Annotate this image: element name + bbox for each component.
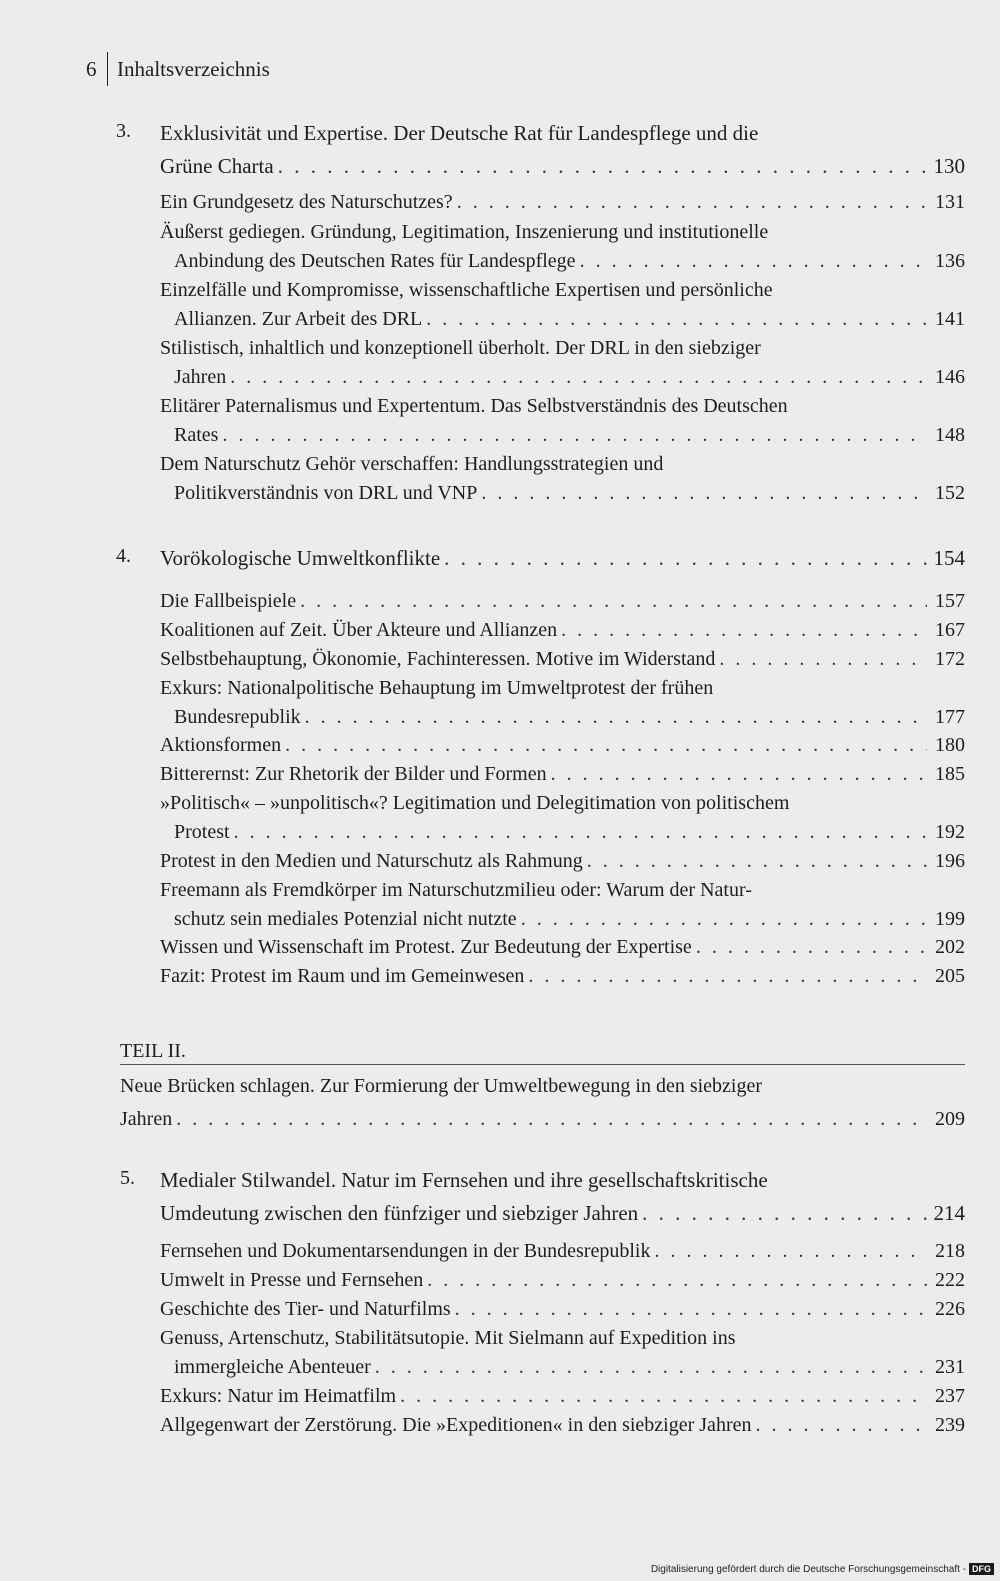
dfg-logo: DFG bbox=[969, 1563, 994, 1575]
section-title-line: Genuss, Artenschutz, Stabilitätsutopie. Mit Sielmann auf Expedition ins bbox=[160, 1327, 736, 1349]
dot-leader bbox=[521, 905, 927, 934]
section-title-line: Bitterernst: Zur Rhetorik der Bilder und Formen bbox=[160, 763, 547, 785]
header-divider bbox=[107, 52, 109, 86]
toc-section-entry[interactable] bbox=[160, 962, 965, 991]
dot-leader bbox=[285, 731, 927, 760]
chapter-title-line: Vorökologische Umweltkonflikte bbox=[160, 546, 441, 570]
chapter-heading[interactable] bbox=[160, 117, 965, 183]
dot-leader bbox=[305, 703, 927, 732]
dot-leader bbox=[427, 1266, 927, 1295]
section-title-line: Allgegenwart der Zerstörung. Die »Expeditionen« in den siebziger Jahren bbox=[160, 1414, 752, 1436]
dot-leader bbox=[654, 1237, 927, 1266]
dot-leader bbox=[587, 847, 927, 876]
running-title: Inhaltsverzeichnis bbox=[117, 56, 270, 81]
section-title-line: Wissen und Wissenschaft im Protest. Zur Bedeutung der Expertise bbox=[160, 936, 692, 958]
chapter-heading[interactable] bbox=[160, 1164, 965, 1230]
toc-section-entry[interactable] bbox=[160, 334, 965, 392]
page-ref: 205 bbox=[935, 965, 965, 987]
chapter-title-line: Exklusivität und Expertise. Der Deutsche Rat für Landespflege und die bbox=[160, 121, 759, 145]
page-ref: 214 bbox=[933, 1201, 965, 1225]
toc-section-entry[interactable] bbox=[160, 876, 965, 934]
page-ref: 222 bbox=[935, 1269, 965, 1291]
chapter-number: 3. bbox=[116, 120, 131, 142]
section-title-line: Allianzen. Zur Arbeit des DRL bbox=[174, 308, 423, 330]
section-title-line: Geschichte des Tier- und Naturfilms bbox=[160, 1298, 451, 1320]
digitization-footer bbox=[651, 1563, 994, 1575]
section-title-line: »Politisch« – »unpolitisch«? Legitimation und Delegitimation von politischem bbox=[160, 792, 790, 814]
section-title-line: Fernsehen und Dokumentarsendungen in der Bundesrepublik bbox=[160, 1240, 651, 1262]
chapter-heading[interactable] bbox=[160, 542, 965, 575]
toc-section-entry[interactable] bbox=[160, 674, 965, 732]
page-ref: 141 bbox=[935, 308, 965, 330]
dot-leader bbox=[444, 542, 927, 575]
section-title-line: Protest bbox=[174, 821, 230, 843]
page-ref: 152 bbox=[935, 482, 965, 504]
toc-section-entry[interactable] bbox=[160, 1237, 965, 1266]
toc-section-entry[interactable] bbox=[160, 276, 965, 334]
toc-section-entry[interactable] bbox=[160, 1382, 965, 1411]
section-title-line: Dem Naturschutz Gehör verschaffen: Handlungsstrategien und bbox=[160, 453, 664, 475]
page-ref: 209 bbox=[935, 1108, 965, 1130]
section-title-line: Stilistisch, inhaltlich und konzeptionell überholt. Der DRL in den siebziger bbox=[160, 337, 761, 359]
page-ref: 154 bbox=[933, 546, 965, 570]
page-ref: 157 bbox=[935, 590, 965, 612]
dot-leader bbox=[580, 247, 927, 276]
chapter-number: 5. bbox=[120, 1167, 135, 1189]
section-title-line: Bundesrepublik bbox=[174, 706, 301, 728]
toc-section-entry[interactable] bbox=[160, 789, 965, 847]
section-title-line: Koalitionen auf Zeit. Über Akteure und Allianzen bbox=[160, 619, 558, 641]
section-title-line: immergleiche Abenteuer bbox=[174, 1356, 371, 1378]
page-header bbox=[86, 52, 270, 86]
toc-section-entry[interactable] bbox=[160, 1411, 965, 1440]
page-ref: 172 bbox=[935, 648, 965, 670]
dot-leader bbox=[230, 363, 927, 392]
toc-section-entry[interactable] bbox=[160, 731, 965, 760]
section-title-line: Umwelt in Presse und Fernsehen bbox=[160, 1269, 424, 1291]
toc-section-entry[interactable] bbox=[160, 616, 965, 645]
dot-leader bbox=[642, 1197, 927, 1230]
section-title-line: Freemann als Fremdkörper im Naturschutzmilieu oder: Warum der Natur- bbox=[160, 879, 752, 901]
page-ref: 177 bbox=[935, 706, 965, 728]
section-title-line: Exkurs: Nationalpolitische Behauptung im Umweltprotest der frühen bbox=[160, 677, 714, 699]
dot-leader bbox=[696, 933, 927, 962]
part-title-line: Jahren bbox=[120, 1108, 173, 1130]
toc-section-entry[interactable] bbox=[160, 450, 965, 508]
page-ref: 130 bbox=[933, 154, 965, 178]
section-title-line: Anbindung des Deutschen Rates für Landespflege bbox=[174, 250, 576, 272]
toc-section-entry[interactable] bbox=[160, 1266, 965, 1295]
section-title-line: Jahren bbox=[174, 366, 227, 388]
dot-leader bbox=[300, 587, 927, 616]
dot-leader bbox=[400, 1382, 927, 1411]
dot-leader bbox=[755, 1411, 927, 1440]
dot-leader bbox=[222, 421, 927, 450]
page-ref: 202 bbox=[935, 936, 965, 958]
section-title-line: Fazit: Protest im Raum und im Gemeinwesen bbox=[160, 965, 525, 987]
toc-section-entry[interactable] bbox=[160, 218, 965, 276]
dot-leader bbox=[234, 818, 927, 847]
toc-section-entry[interactable] bbox=[160, 933, 965, 962]
section-title-line: schutz sein mediales Potenzial nicht nutzte bbox=[174, 908, 517, 930]
section-title-line: Exkurs: Natur im Heimatfilm bbox=[160, 1385, 397, 1407]
page-number: 6 bbox=[86, 56, 97, 81]
toc-section-entry[interactable] bbox=[160, 1324, 965, 1382]
toc-section-entry[interactable] bbox=[160, 587, 965, 616]
toc-section-entry[interactable] bbox=[160, 847, 965, 876]
section-title-line: Die Fallbeispiele bbox=[160, 590, 297, 612]
section-title-line: Einzelfälle und Kompromisse, wissenschaftliche Expertisen und persönliche bbox=[160, 279, 773, 301]
section-title-line: Selbstbehauptung, Ökonomie, Fachinteressen. Motive im Widerstand bbox=[160, 648, 716, 670]
section-title-line: Rates bbox=[174, 424, 219, 446]
toc-section-entry[interactable] bbox=[160, 392, 965, 450]
page-ref: 180 bbox=[935, 734, 965, 756]
page-ref: 237 bbox=[935, 1385, 965, 1407]
dot-leader bbox=[551, 760, 927, 789]
section-title-line: Äußerst gediegen. Gründung, Legitimation, Inszenierung und institutionelle bbox=[160, 221, 769, 243]
part-label: TEIL II. bbox=[120, 1040, 186, 1062]
toc-section-entry[interactable] bbox=[160, 645, 965, 674]
toc-section-entry[interactable] bbox=[160, 760, 965, 789]
dot-leader bbox=[375, 1353, 927, 1382]
page-ref: 196 bbox=[935, 850, 965, 872]
dot-leader bbox=[278, 150, 927, 183]
page-ref: 167 bbox=[935, 619, 965, 641]
page-ref: 185 bbox=[935, 763, 965, 785]
part-divider-rule bbox=[120, 1064, 965, 1065]
page-ref: 199 bbox=[935, 908, 965, 930]
section-title-line: Politikverständnis von DRL und VNP bbox=[174, 482, 478, 504]
chapter-title-line: Umdeutung zwischen den fünfziger und siebziger Jahren bbox=[160, 1201, 639, 1225]
part-heading[interactable] bbox=[120, 1070, 965, 1136]
page-ref: 226 bbox=[935, 1298, 965, 1320]
section-title-line: Ein Grundgesetz des Naturschutzes? bbox=[160, 191, 453, 213]
page-ref: 218 bbox=[935, 1240, 965, 1262]
page-ref: 136 bbox=[935, 250, 965, 272]
dot-leader bbox=[481, 479, 927, 508]
dot-leader bbox=[426, 305, 927, 334]
chapter-number: 4. bbox=[116, 545, 131, 567]
section-title-line: Elitärer Paternalismus und Expertentum. Das Selbstverständnis des Deutschen bbox=[160, 395, 788, 417]
page-ref: 239 bbox=[935, 1414, 965, 1436]
dot-leader bbox=[561, 616, 927, 645]
dot-leader bbox=[719, 645, 927, 674]
page-ref: 192 bbox=[935, 821, 965, 843]
section-title-line: Protest in den Medien und Naturschutz als Rahmung bbox=[160, 850, 583, 872]
toc-section-entry[interactable] bbox=[160, 188, 965, 217]
dot-leader bbox=[528, 962, 927, 991]
page-ref: 231 bbox=[935, 1356, 965, 1378]
dot-leader bbox=[457, 188, 927, 217]
chapter-title-line: Grüne Charta bbox=[160, 154, 274, 178]
page-ref: 131 bbox=[935, 191, 965, 213]
section-title-line: Aktionsformen bbox=[160, 734, 282, 756]
dot-leader bbox=[176, 1103, 927, 1136]
part-title-line: Neue Brücken schlagen. Zur Formierung der Umweltbewegung in den siebziger bbox=[120, 1075, 763, 1097]
chapter-title-line: Medialer Stilwandel. Natur im Fernsehen und ihre gesellschaftskritische bbox=[160, 1168, 768, 1192]
toc-section-entry[interactable] bbox=[160, 1295, 965, 1324]
footer-text: Digitalisierung gefördert durch die Deutsche Forschungsgemeinschaft - bbox=[650, 1563, 966, 1575]
dot-leader bbox=[455, 1295, 927, 1324]
page-ref: 146 bbox=[935, 366, 965, 388]
page-ref: 148 bbox=[935, 424, 965, 446]
